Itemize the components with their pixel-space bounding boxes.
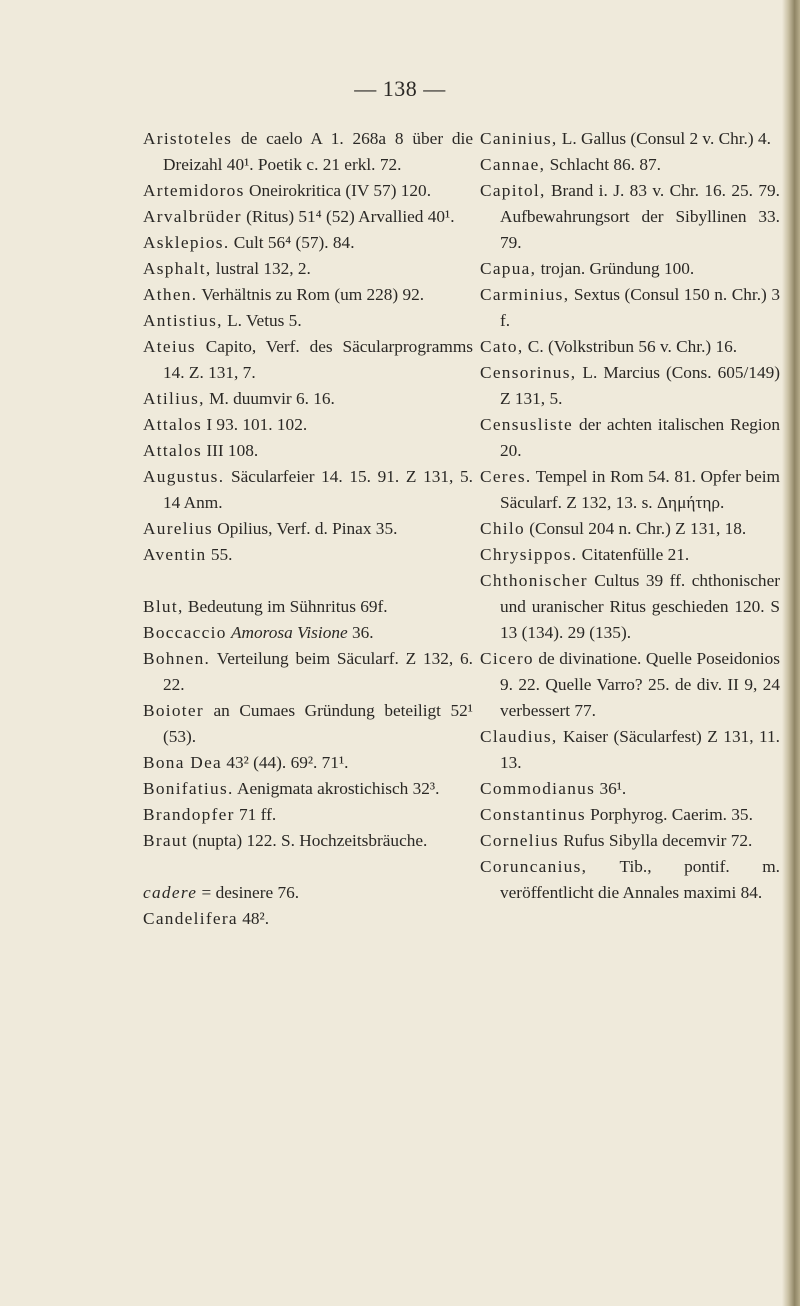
index-entry <box>143 464 473 516</box>
index-entry-text: (nupta) 122. S. Hochzeitsbräuche. <box>187 831 428 850</box>
index-entry-headword: Coruncanius, <box>480 857 588 876</box>
index-entry-text: Rufus Sibylla decemvir 72. <box>558 831 753 850</box>
index-entry-text: Brand i. J. 83 v. Chr. 16. 25. 79. Aufbewahrungsort der Sibyllinen 33. 79. <box>500 181 780 252</box>
index-entry-text: Porphyrog. Caerim. 35. <box>585 805 753 824</box>
index-entry-text: (Ritus) 51⁴ (52) Arvallied 40¹. <box>241 207 455 226</box>
index-entry-text: C. (Volkstribun 56 v. Chr.) 16. <box>523 337 738 356</box>
index-entry <box>480 412 780 464</box>
index-entry-text: Sextus (Consul 150 n. Chr.) 3 f. <box>500 285 780 330</box>
index-entry <box>143 282 473 308</box>
index-entry <box>143 204 473 230</box>
index-entry-italic-title: Amorosa Visione <box>231 623 348 642</box>
index-entry <box>143 828 473 854</box>
index-entry <box>143 308 473 334</box>
index-entry-headword: Capua, <box>480 259 537 278</box>
index-entry-headword: Censorinus, <box>480 363 577 382</box>
index-entry <box>143 880 473 906</box>
index-entry-text: Bedeutung im Sühnritus 69f. <box>183 597 388 616</box>
index-entry-text: M. duumvir 6. 16. <box>204 389 335 408</box>
index-entry-headword: Atilius, <box>143 389 205 408</box>
index-entry-text: 48². <box>237 909 270 928</box>
index-entry-headword: Aristoteles <box>143 129 233 148</box>
index-entry-headword: Carminius, <box>480 285 570 304</box>
index-entry-text: 71 ff. <box>234 805 277 824</box>
index-entry-headword: Boioter <box>143 701 204 720</box>
index-entry <box>143 178 473 204</box>
index-entry <box>143 802 473 828</box>
index-entry-headword: Aventin <box>143 545 207 564</box>
index-entry-text: L. Vetus 5. <box>222 311 302 330</box>
index-entry-text: Verhältnis zu Rom (um 228) 92. <box>197 285 425 304</box>
index-entry <box>480 776 780 802</box>
index-entry <box>143 230 473 256</box>
index-entry <box>480 282 780 334</box>
index-entry-headword: Constantinus <box>480 805 586 824</box>
index-entry-headword: Arvalbrüder <box>143 207 242 226</box>
index-entry-text: 36. <box>347 623 374 642</box>
index-entry-text: trojan. Gründung 100. <box>536 259 695 278</box>
index-entry-headword: Asklepios. <box>143 233 230 252</box>
index-entry-headword: Chrysippos. <box>480 545 578 564</box>
index-entry-text: 55. <box>206 545 233 564</box>
index-entry <box>480 360 780 412</box>
index-entry-headword: Commodianus <box>480 779 596 798</box>
index-entry <box>480 256 780 282</box>
index-entry-headword: Capitol, <box>480 181 546 200</box>
index-entry <box>480 854 780 906</box>
index-entry <box>480 828 780 854</box>
index-entry-text: Cultus 39 ff. chthonischer und uranischer Ritus geschieden 120. S 13 (134). 29 (135). <box>500 571 780 642</box>
index-entry-text: de divinatione. Quelle Poseidonios 9. 22. Quelle Varro? 25. de div. II 9, 24 verbessert 77. <box>500 649 780 720</box>
index-entry-headword: Braut <box>143 831 188 850</box>
index-entry <box>143 750 473 776</box>
index-entry-headword: Ateius <box>143 337 196 356</box>
index-entry-headword: Artemidoros <box>143 181 245 200</box>
index-column-left <box>143 126 473 932</box>
index-entry <box>143 906 473 932</box>
index-entry-text: an Cumaes Gründung beteiligt 52¹ (53). <box>163 701 473 746</box>
index-entry-headword: Aurelius <box>143 519 213 538</box>
index-entry-headword: Augustus. <box>143 467 225 486</box>
index-entry <box>143 542 473 568</box>
index-entry-headword: Attalos <box>143 441 203 460</box>
index-entry-headword: Attalos <box>143 415 203 434</box>
index-entry <box>143 646 473 698</box>
index-entry-headword: Brandopfer <box>143 805 235 824</box>
index-entry-headword: Asphalt, <box>143 259 212 278</box>
index-entry-headword: Cannae, <box>480 155 546 174</box>
index-entry-text: L. Marcius (Cons. 605/149) Z 131, 5. <box>500 363 780 408</box>
index-entry-text: Tempel in Rom 54. 81. Opfer beim Säcularf. Z 132, 13. s. Δημήτηρ. <box>500 467 780 512</box>
index-entry-headword: Candelifera <box>143 909 238 928</box>
book-page-edge <box>782 0 800 1306</box>
index-entry <box>480 334 780 360</box>
index-entry-headword: Caninius, <box>480 129 558 148</box>
index-entry-text: I 93. 101. 102. <box>202 415 308 434</box>
index-entry-headword: Bohnen. <box>143 649 211 668</box>
index-entry <box>480 126 780 152</box>
index-entry <box>480 516 780 542</box>
index-entry <box>143 620 473 646</box>
index-entry <box>480 802 780 828</box>
index-entry-text: 36¹. <box>595 779 627 798</box>
index-entry-headword: Censusliste <box>480 415 574 434</box>
index-entry-text: (Consul 204 n. Chr.) Z 131, 18. <box>524 519 747 538</box>
index-entry-text: Capito, Verf. des Säcularprogramms 14. Z. 131, 7. <box>163 337 473 382</box>
index-entry-text: der achten italischen Region 20. <box>500 415 780 460</box>
page-header: — 138 — <box>354 76 446 101</box>
index-entry-headword: Athen. <box>143 285 198 304</box>
index-entry-text: de caelo A 1. 268a 8 über die Dreizahl 40¹. Poetik c. 21 erkl. 72. <box>163 129 473 174</box>
index-entry <box>480 464 780 516</box>
index-entry-headword: Cicero <box>480 649 534 668</box>
index-entry <box>480 568 780 646</box>
index-entry-text: Säcularfeier 14. 15. 91. Z 131, 5. 14 Anm. <box>163 467 473 512</box>
index-entry-headword: Cato, <box>480 337 524 356</box>
index-entry-text: III 108. <box>202 441 259 460</box>
index-entry-text: Citatenfülle 21. <box>577 545 690 564</box>
index-entry-text: lustral 132, 2. <box>211 259 311 278</box>
index-entry <box>143 594 473 620</box>
index-entry <box>143 334 473 386</box>
index-entry <box>143 776 473 802</box>
index-entry <box>143 256 473 282</box>
index-entry-text: Opilius, Verf. d. Pinax 35. <box>212 519 398 538</box>
index-entry-text: Verteilung beim Säcularf. Z 132, 6. 22. <box>163 649 473 694</box>
index-entry-text: L. Gallus (Consul 2 v. Chr.) 4. <box>557 129 771 148</box>
index-entry <box>143 126 473 178</box>
index-entry <box>143 698 473 750</box>
index-entry <box>480 646 780 724</box>
index-entry <box>480 542 780 568</box>
index-entry-headword: Bonifatius. <box>143 779 234 798</box>
index-entry-text: Kaiser (Säcularfest) Z 131, 11. 13. <box>500 727 780 772</box>
index-entry <box>143 412 473 438</box>
index-column-right <box>480 126 780 906</box>
index-entry <box>480 152 780 178</box>
index-entry-text: Aenigmata akrostichisch 32³. <box>233 779 440 798</box>
index-entry-headword: Chilo <box>480 519 525 538</box>
index-entry-text: Cult 56⁴ (57). 84. <box>229 233 355 252</box>
index-entry <box>143 516 473 542</box>
index-entry-headword: Antistius, <box>143 311 223 330</box>
index-entry-text: 43² (44). 69². 71¹. <box>222 753 349 772</box>
index-entry-text: Schlacht 86. 87. <box>545 155 661 174</box>
index-entry-headword: Chthonischer <box>480 571 588 590</box>
index-entry <box>480 178 780 256</box>
index-entry-headword: cadere <box>143 883 198 902</box>
index-entry-headword: Boccaccio <box>143 623 227 642</box>
index-entry <box>480 724 780 776</box>
index-entry-text: = desinere 76. <box>197 883 300 902</box>
index-entry-headword: Ceres. <box>480 467 532 486</box>
index-entry <box>143 386 473 412</box>
index-entry-text: Oneirokritica (IV 57) 120. <box>244 181 432 200</box>
index-entry-headword: Bona Dea <box>143 753 223 772</box>
index-entry-headword: Cornelius <box>480 831 559 850</box>
index-entry-headword: Blut, <box>143 597 184 616</box>
index-entry-headword: Claudius, <box>480 727 558 746</box>
index-entry-text: Tib., pontif. m. veröffentlicht die Annales maximi 84. <box>500 857 780 902</box>
index-entry <box>143 438 473 464</box>
